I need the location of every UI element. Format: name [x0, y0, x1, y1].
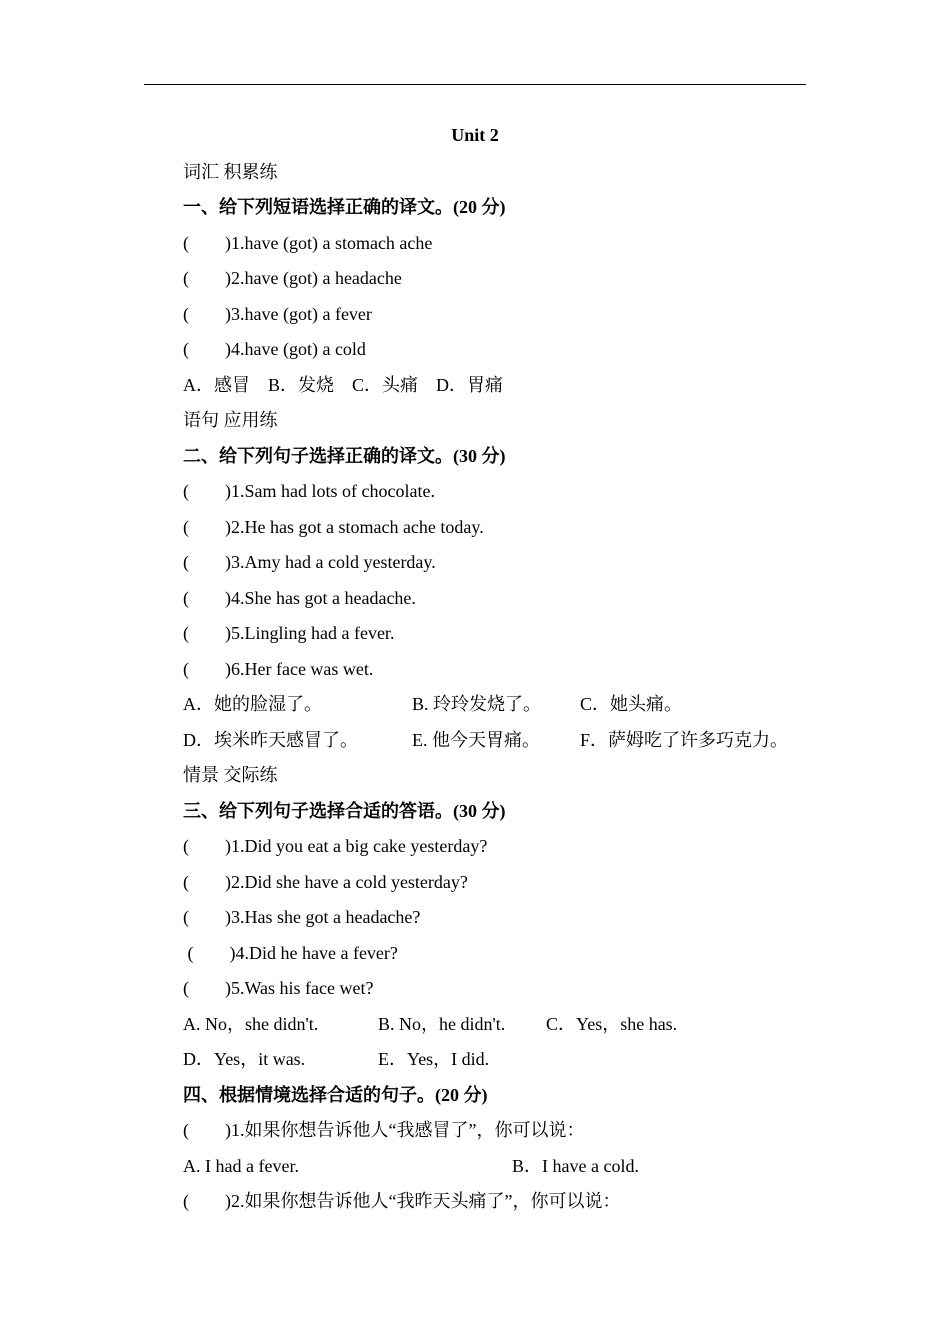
- question-item: ( )2.have (got) a headache: [183, 268, 402, 288]
- section-heading: 二、给下列句子选择正确的译文。(30 分): [183, 446, 506, 466]
- section-heading: 三、给下列句子选择合适的答语。(30 分): [183, 801, 506, 821]
- answer-option: F．萨姆吃了许多巧克力。: [580, 730, 789, 750]
- question-item: ( )3.have (got) a fever: [183, 304, 372, 324]
- question-item: ( )2.He has got a stomach ache today.: [183, 517, 484, 537]
- answer-option: C．她头痛。: [580, 694, 683, 714]
- section-category: 语句 应用练: [183, 410, 278, 430]
- question-item: ( )4.have (got) a cold: [183, 339, 366, 359]
- question-item: ( )3.Has she got a headache?: [183, 907, 421, 927]
- answer-option: D．埃米昨天感冒了。: [183, 730, 358, 750]
- answer-option: A．她的脸湿了。: [183, 694, 322, 714]
- section-category: 情景 交际练: [183, 765, 278, 785]
- header-rule: [144, 84, 806, 85]
- answer-option: C．Yes，she has.: [546, 1014, 678, 1034]
- question-item: ( )2.如果你想告诉他人“我昨天头痛了”，你可以说：: [183, 1191, 621, 1211]
- answer-option: B. 玲玲发烧了。: [412, 694, 542, 714]
- question-item: ( )1.Sam had lots of chocolate.: [183, 481, 435, 501]
- section-heading: 一、给下列短语选择正确的译文。(20 分): [183, 197, 506, 217]
- answer-option: B．I have a cold.: [512, 1156, 639, 1176]
- page-title: Unit 2: [451, 125, 499, 145]
- answer-option: B. No，he didn't.: [378, 1014, 506, 1034]
- question-item: ( )1.Did you eat a big cake yesterday?: [183, 836, 488, 856]
- question-item: ( )4.Did he have a fever?: [183, 943, 398, 963]
- question-item: ( )5.Was his face wet?: [183, 978, 374, 998]
- section-category: 词汇 积累练: [183, 162, 278, 182]
- question-item: ( )6.Her face was wet.: [183, 659, 374, 679]
- question-item: ( )2.Did she have a cold yesterday?: [183, 872, 468, 892]
- question-item: ( )1.如果你想告诉他人“我感冒了”，你可以说：: [183, 1120, 585, 1140]
- section-heading: 四、根据情境选择合适的句子。(20 分): [183, 1085, 488, 1105]
- answer-option: A. No，she didn't.: [183, 1014, 319, 1034]
- answer-options: A．感冒 B．发烧 C．头痛 D．胃痛: [183, 375, 504, 395]
- question-item: ( )4.She has got a headache.: [183, 588, 416, 608]
- question-item: ( )1.have (got) a stomach ache: [183, 233, 433, 253]
- answer-option: E．Yes，I did.: [378, 1049, 490, 1069]
- answer-option: A. I had a fever.: [183, 1156, 299, 1176]
- question-item: ( )5.Lingling had a fever.: [183, 623, 395, 643]
- question-item: ( )3.Amy had a cold yesterday.: [183, 552, 436, 572]
- answer-option: D．Yes，it was.: [183, 1049, 306, 1069]
- answer-option: E. 他今天胃痛。: [412, 730, 540, 750]
